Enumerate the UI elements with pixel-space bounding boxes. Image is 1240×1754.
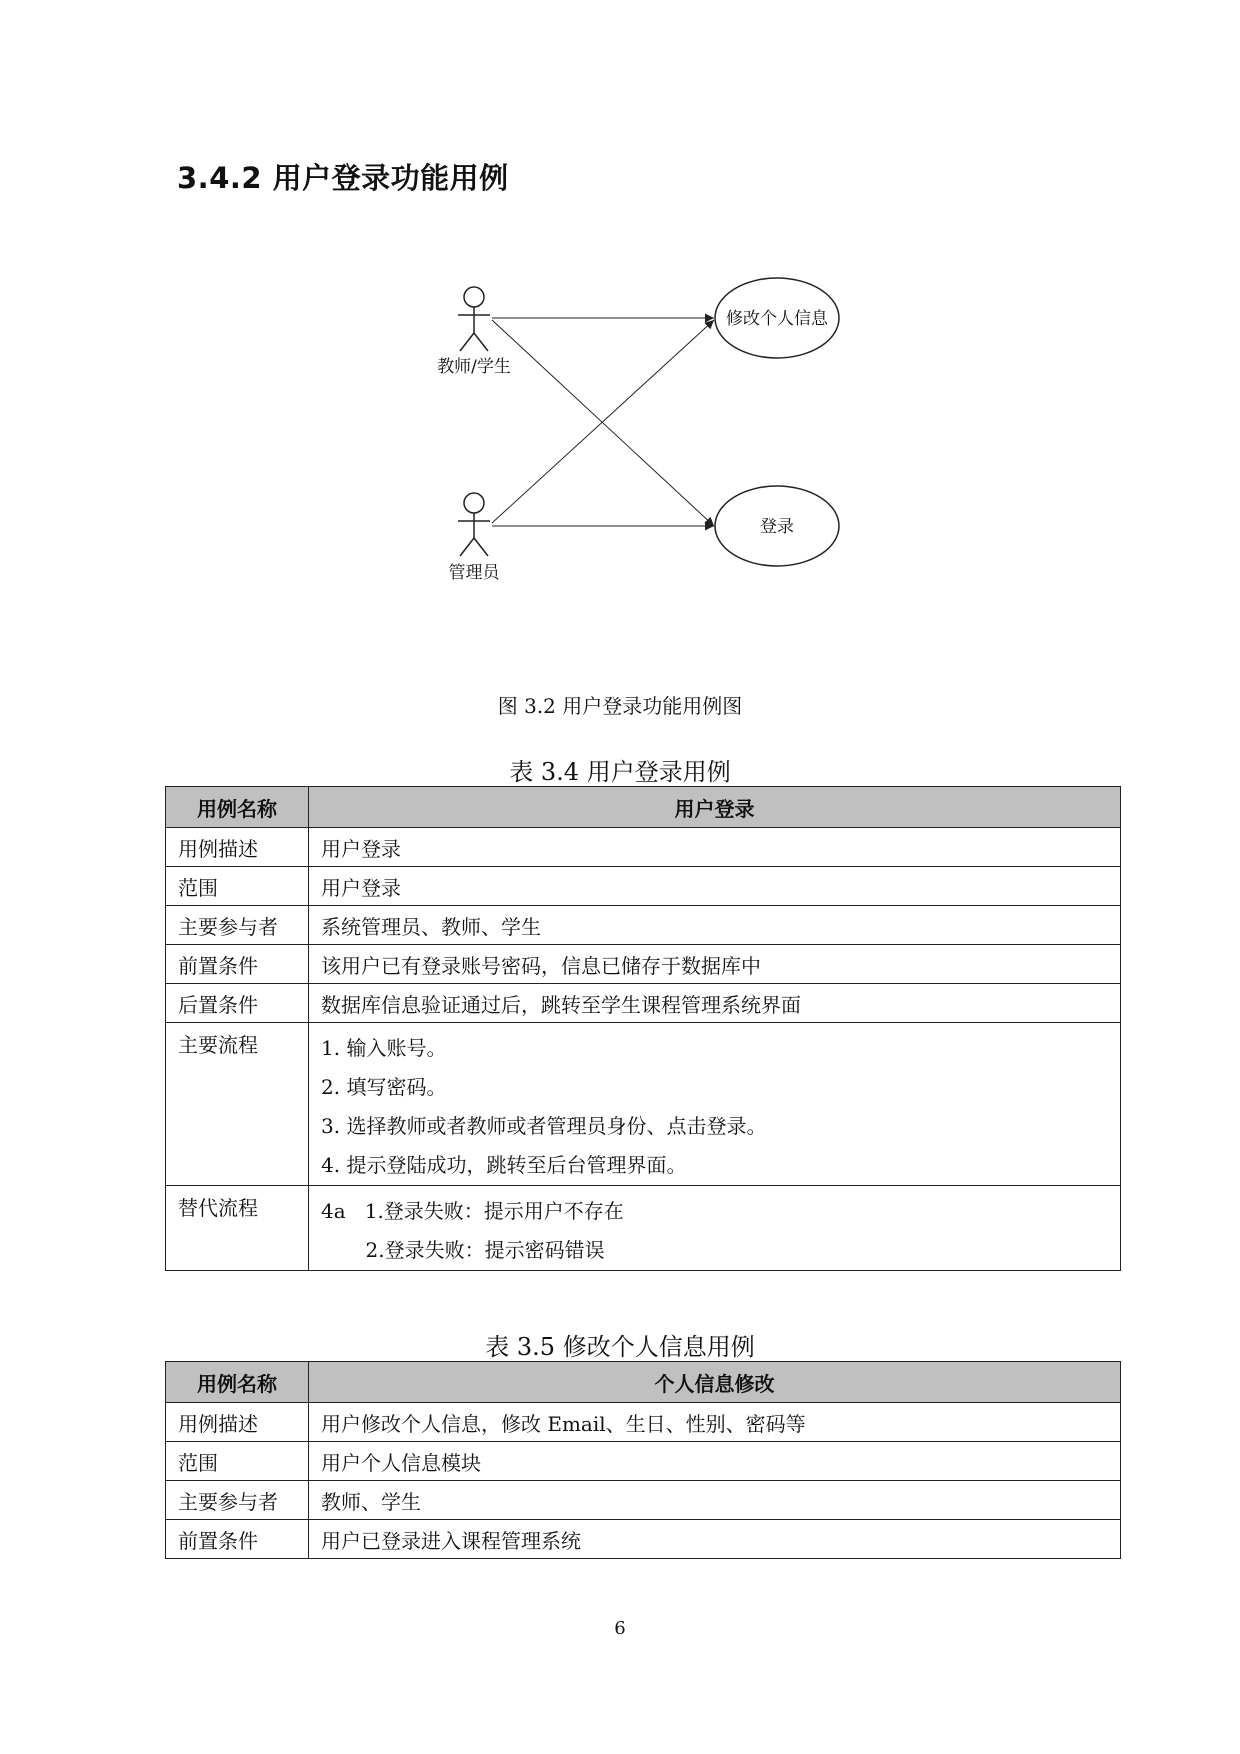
login-use-case-table xyxy=(165,786,1121,1271)
row-value xyxy=(309,867,1121,906)
table-row xyxy=(166,1520,1121,1559)
row-value-line: 4. 提示登陆成功，跳转至后台管理界面。 xyxy=(321,1153,687,1177)
row-value-line: 用户登录 xyxy=(321,875,401,900)
figure-caption: 图 3.2 用户登录功能用例图 xyxy=(497,694,743,718)
row-value xyxy=(309,945,1121,984)
row-value xyxy=(309,984,1121,1023)
row-value-line: 该用户已有登录账号密码，信息已储存于数据库中 xyxy=(321,953,761,978)
row-label: 前置条件 xyxy=(166,1520,309,1559)
row-label: 替代流程 xyxy=(166,1186,309,1271)
table-row xyxy=(166,1481,1121,1520)
row-value-line: 2.登录失败：提示密码错误 xyxy=(321,1238,605,1262)
row-label: 用例描述 xyxy=(166,1403,309,1442)
table-row xyxy=(166,906,1121,945)
row-value-line: 2. 填写密码。 xyxy=(321,1075,447,1099)
table-row xyxy=(166,867,1121,906)
actor-teacher-student-icon xyxy=(458,287,490,351)
use-case-diagram xyxy=(0,0,1240,640)
row-value-line: 1. 输入账号。 xyxy=(321,1036,447,1060)
row-label: 主要参与者 xyxy=(166,1481,309,1520)
row-value-line: 3. 选择教师或者教师或者管理员身份、点击登录。 xyxy=(321,1114,767,1138)
table1-header-row xyxy=(166,787,1121,828)
row-value-line: 用户已登录进入课程管理系统 xyxy=(321,1528,581,1553)
row-value-line: 教师、学生 xyxy=(321,1489,421,1514)
row-label: 前置条件 xyxy=(166,945,309,984)
row-label: 范围 xyxy=(166,867,309,906)
page-number: 6 xyxy=(614,1618,626,1639)
table-row xyxy=(166,945,1121,984)
row-value-line: 系统管理员、教师、学生 xyxy=(321,914,541,939)
row-label: 主要流程 xyxy=(166,1023,309,1186)
table-row xyxy=(166,1442,1121,1481)
usecase-login-label: 登录 xyxy=(760,517,794,537)
section-heading: 3.4.2 用户登录功能用例 xyxy=(177,161,509,195)
table1-caption: 表 3.4 用户登录用例 xyxy=(509,758,731,786)
actor-teacher-student-label: 教师/学生 xyxy=(437,357,511,377)
edit-info-use-case-table xyxy=(165,1361,1121,1559)
row-label: 主要参与者 xyxy=(166,906,309,945)
row-value xyxy=(309,1403,1121,1442)
row-value xyxy=(309,906,1121,945)
row-value xyxy=(309,1023,1121,1186)
row-value xyxy=(309,1442,1121,1481)
row-value-line: 用户个人信息模块 xyxy=(321,1450,481,1475)
row-value-line: 用户修改个人信息，修改 Email、生日、性别、密码等 xyxy=(321,1411,806,1436)
table-row xyxy=(166,1403,1121,1442)
table2-header-value: 个人信息修改 xyxy=(309,1362,1121,1403)
row-value-line: 4a 1.登录失败：提示用户不存在 xyxy=(321,1199,624,1223)
usecase-edit-info-label: 修改个人信息 xyxy=(726,309,828,329)
row-value-line: 数据库信息验证通过后，跳转至学生课程管理系统界面 xyxy=(321,992,801,1017)
row-label: 后置条件 xyxy=(166,984,309,1023)
actor-admin-label: 管理员 xyxy=(448,563,500,583)
row-value xyxy=(309,1186,1121,1271)
row-value xyxy=(309,1520,1121,1559)
table2-caption: 表 3.5 修改个人信息用例 xyxy=(485,1333,755,1361)
table2-header-label: 用例名称 xyxy=(166,1362,309,1403)
row-value xyxy=(309,828,1121,867)
table-row xyxy=(166,828,1121,867)
row-label: 范围 xyxy=(166,1442,309,1481)
actor-admin-icon xyxy=(458,493,490,556)
table-row xyxy=(166,1023,1121,1186)
row-value-line: 用户登录 xyxy=(321,836,401,861)
table1-header-value: 用户登录 xyxy=(309,787,1121,828)
row-label: 用例描述 xyxy=(166,828,309,867)
table-row xyxy=(166,1186,1121,1271)
table2-header-row xyxy=(166,1362,1121,1403)
table1-header-label: 用例名称 xyxy=(166,787,309,828)
row-value xyxy=(309,1481,1121,1520)
table-row xyxy=(166,984,1121,1023)
